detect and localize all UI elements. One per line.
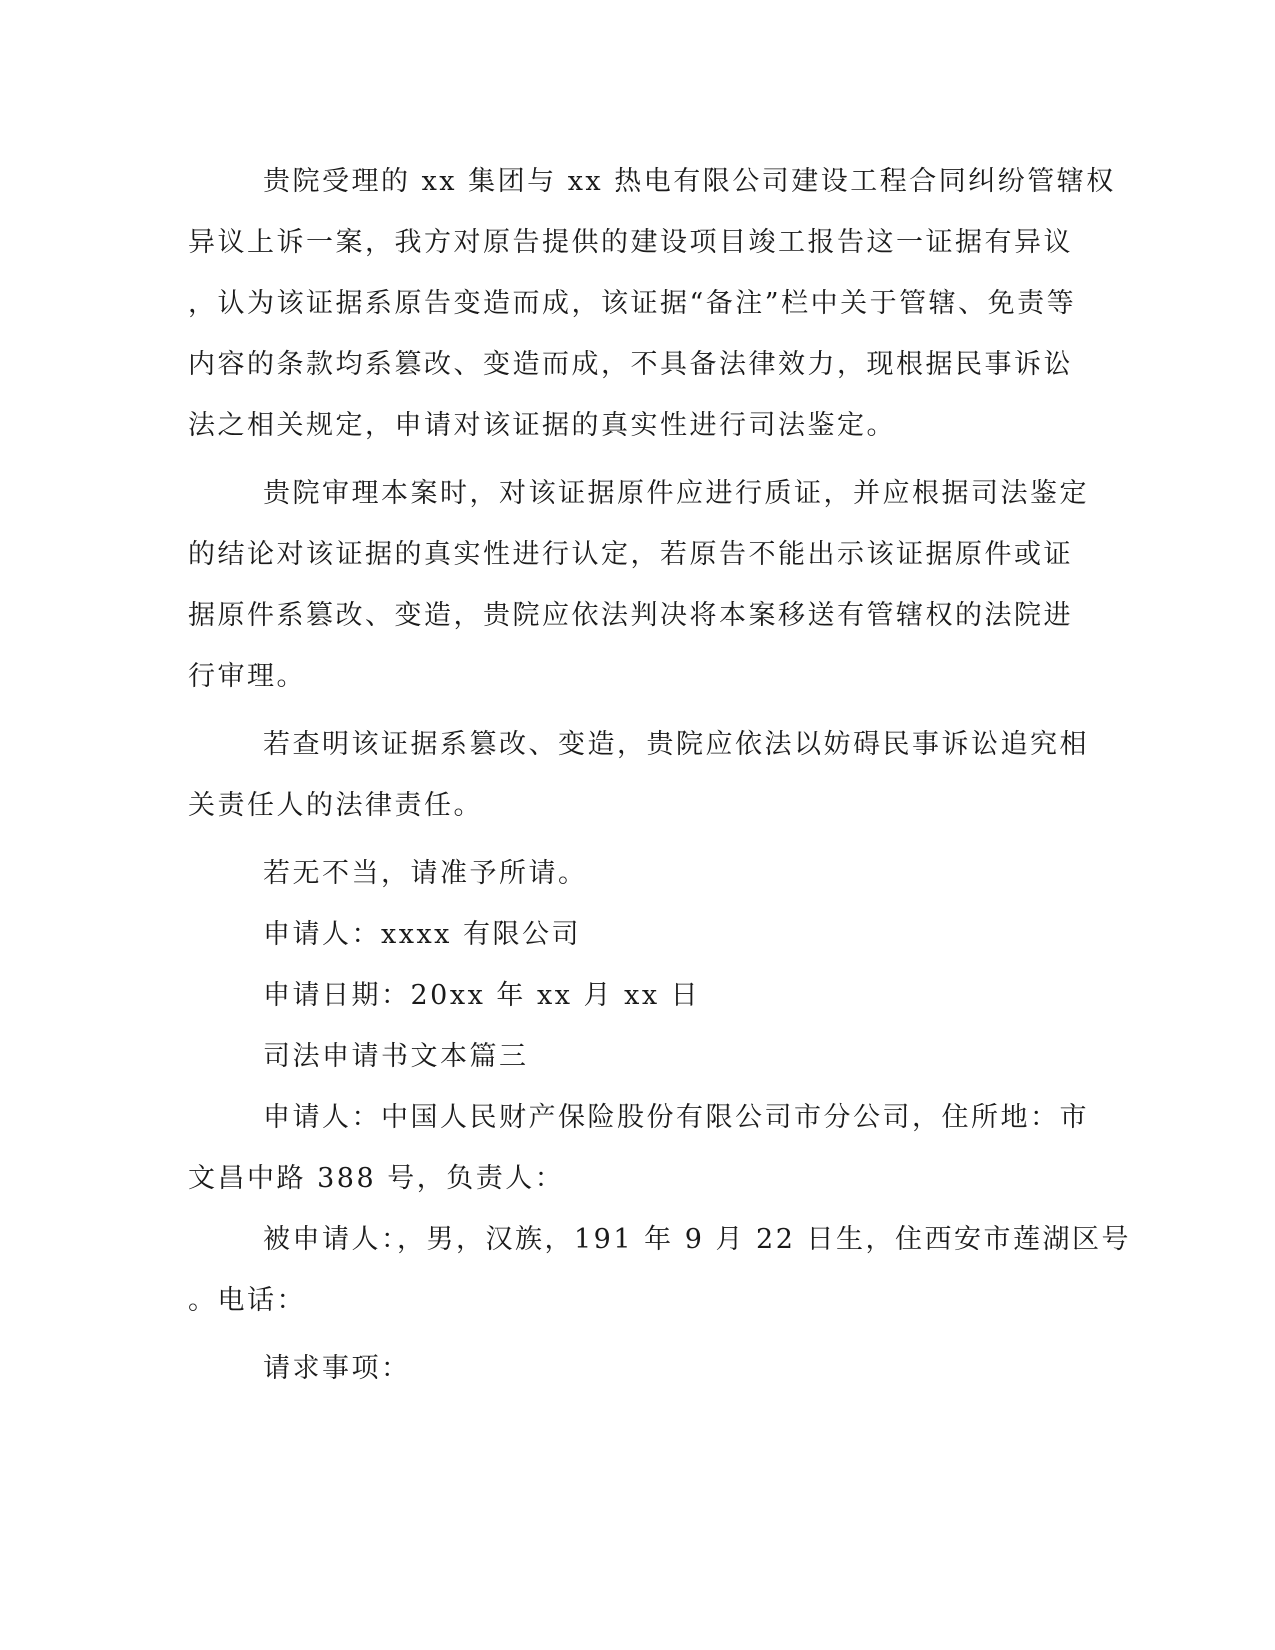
paragraph-3-line-1: 若查明该证据系篡改、变造，贵院应依法以妨碍民事诉讼追究相 (263, 729, 1089, 760)
paragraph-1-line-1: 贵院受理的 xx 集团与 xx 热电有限公司建设工程合同纠纷管辖权 (263, 166, 1116, 197)
paragraph-1-line-3: ，认为该证据系原告变造而成，该证据“备注”栏中关于管辖、免责等 (188, 288, 1077, 319)
paragraph-2-line-3: 据原件系篡改、变造，贵院应依法判决将本案移送有管辖权的法院进 (188, 600, 1073, 631)
respondent-info-line-2: 。电话： (188, 1285, 306, 1316)
paragraph-1-line-4: 内容的条款均系篡改、变造而成，不具备法律效力，现根据民事诉讼 (188, 349, 1073, 380)
respondent-info-line-1: 被申请人：，男，汉族，191 年 9 月 22 日生，住西安市莲湖区号 (263, 1224, 1131, 1255)
application-date: 申请日期：20xx 年 xx 月 xx 日 (263, 980, 701, 1011)
applicant-line: 申请人：xxxx 有限公司 (263, 919, 581, 950)
applicant-info-line-1: 申请人：中国人民财产保险股份有限公司市分公司，住所地：市 (263, 1102, 1089, 1133)
paragraph-3-line-2: 关责任人的法律责任。 (188, 790, 483, 821)
paragraph-2-line-2: 的结论对该证据的真实性进行认定，若原告不能出示该证据原件或证 (188, 539, 1073, 570)
section-heading: 司法申请书文本篇三 (263, 1041, 529, 1072)
applicant-info-line-2: 文昌中路 388 号，负责人： (188, 1163, 565, 1194)
paragraph-2-line-1: 贵院审理本案时，对该证据原件应进行质证，并应根据司法鉴定 (263, 478, 1089, 509)
paragraph-2-line-4: 行审理。 (188, 661, 306, 692)
request-items-heading: 请求事项： (263, 1353, 411, 1384)
paragraph-1-line-5: 法之相关规定，申请对该证据的真实性进行司法鉴定。 (188, 410, 896, 441)
paragraph-1-line-2: 异议上诉一案，我方对原告提供的建设项目竣工报告这一证据有异议 (188, 227, 1073, 258)
closing-request: 若无不当，请准予所请。 (263, 858, 588, 889)
